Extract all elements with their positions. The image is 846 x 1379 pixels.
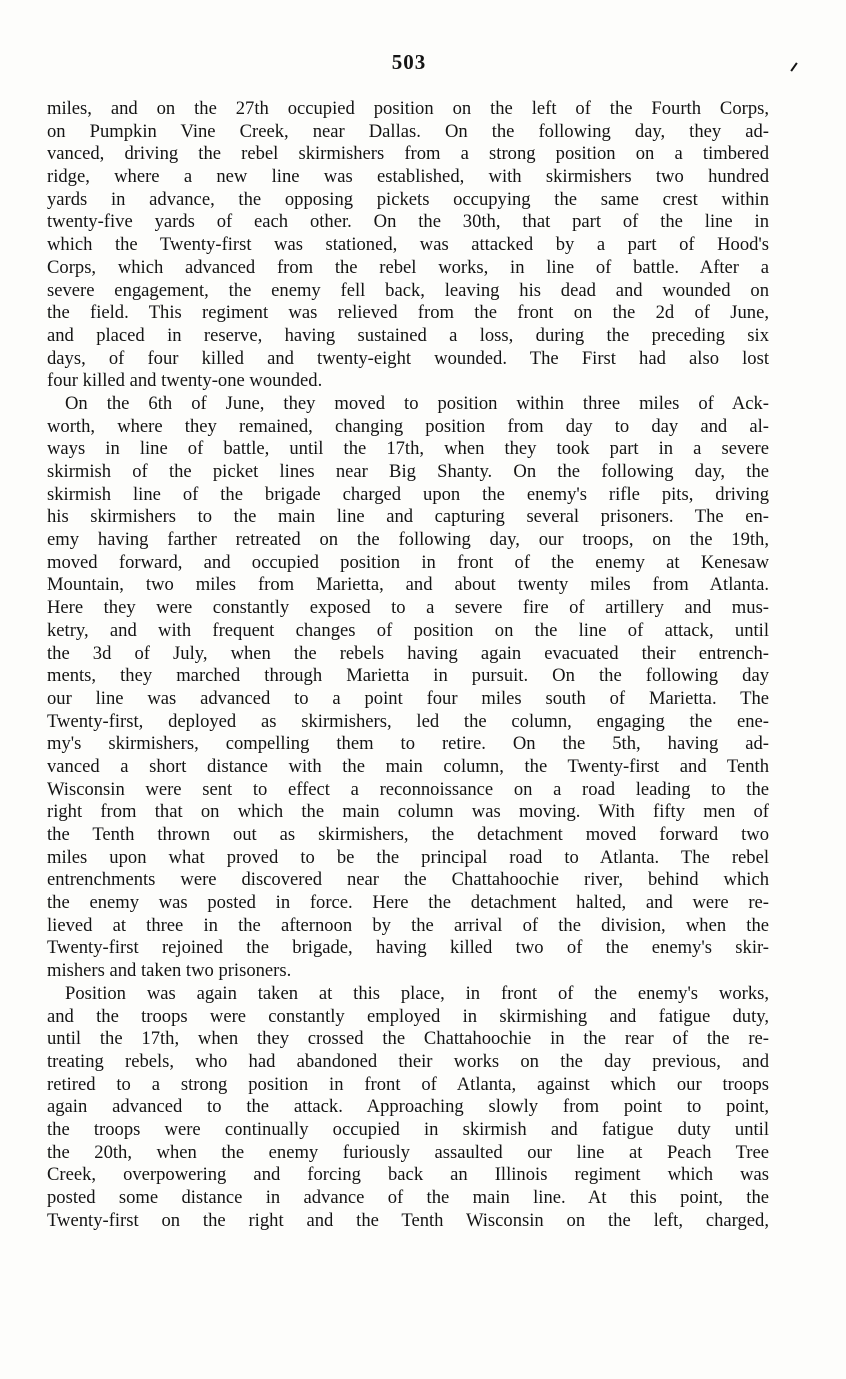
text-line: lieved at three in the afternoon by the arrival of the division, when the bbox=[47, 914, 769, 936]
text-line: yards in advance, the opposing pickets occupying the same crest within bbox=[47, 188, 769, 210]
text-line: Twenty-first, deployed as skirmishers, led the column, engaging the ene- bbox=[47, 710, 769, 732]
text-line: miles, and on the 27th occupied position on the left of the Fourth Corps, bbox=[47, 98, 769, 119]
text-line: ments, they marched through Marietta in pursuit. On the following day bbox=[47, 665, 769, 687]
text-line: four killed and twenty-one wounded. bbox=[47, 370, 323, 392]
text-line: Wisconsin were sent to effect a reconnoissance on a road leading to the bbox=[47, 778, 769, 800]
text-line: Mountain, two miles from Marietta, and about twenty miles from Atlanta. bbox=[47, 574, 769, 596]
text-line: Twenty-first on the right and the Tenth Wisconsin on the left, charged, bbox=[47, 1209, 769, 1231]
text-line: again advanced to the attack. Approaching slowly from point to point, bbox=[47, 1096, 769, 1118]
text-line: entrenchments were discovered near the Chattahoochie river, behind which bbox=[47, 869, 769, 891]
text-line: worth, where they remained, changing position from day to day and al- bbox=[47, 415, 769, 437]
text-line: and the troops were constantly employed in skirmishing and fatigue duty, bbox=[47, 1005, 769, 1027]
text-line: posted some distance in advance of the main line. At this point, the bbox=[47, 1187, 769, 1208]
text-line: skirmish line of the brigade charged upon the enemy's rifle pits, driving bbox=[47, 483, 769, 505]
text-line: skirmish of the picket lines near Big Shanty. On the following day, the bbox=[47, 461, 769, 482]
text-line: Corps, which advanced from the rebel works, in line of battle. After a bbox=[47, 256, 769, 278]
text-line: severe engagement, the enemy fell back, leaving his dead and wounded on bbox=[47, 279, 769, 301]
text-line: vanced a short distance with the main column, the Twenty-first and Tenth bbox=[47, 755, 769, 777]
text-line: and placed in reserve, having sustained a loss, during the preceding six bbox=[47, 324, 769, 346]
text-line: Twenty-first rejoined the brigade, having killed two of the enemy's skir- bbox=[47, 937, 769, 959]
text-line: the 20th, when the enemy furiously assaulted our line at Peach Tree bbox=[47, 1141, 769, 1163]
text-line: Creek, overpowering and forcing back an Illinois regiment which was bbox=[47, 1164, 769, 1186]
text-line: mishers and taken two prisoners. bbox=[47, 960, 292, 982]
text-line: retired to a strong position in front of Atlanta, against which our troops bbox=[47, 1073, 769, 1095]
text-line: twenty-five yards of each other. On the 30th, that part of the line in bbox=[47, 211, 769, 233]
text-line: ketry, and with frequent changes of position on the line of attack, until bbox=[47, 619, 769, 641]
text-line: his skirmishers to the main line and capturing several prisoners. The en- bbox=[47, 506, 769, 528]
text-line: the Tenth thrown out as skirmishers, the detachment moved forward two bbox=[47, 824, 769, 845]
text-line: On the 6th of June, they moved to position within three miles of Ack- bbox=[65, 392, 769, 414]
text-line: the field. This regiment was relieved from the front on the 2d of June, bbox=[47, 302, 769, 324]
text-line: moved forward, and occupied position in front of the enemy at Kenesaw bbox=[47, 551, 769, 573]
text-line: right from that on which the main column was moving. With fifty men of bbox=[47, 801, 769, 823]
text-line: until the 17th, when they crossed the Chattahoochie in the rear of the re- bbox=[47, 1028, 769, 1050]
text-line: on Pumpkin Vine Creek, near Dallas. On the following day, they ad- bbox=[47, 120, 769, 142]
text-line: the enemy was posted in force. Here the detachment halted, and were re- bbox=[47, 892, 769, 914]
text-line: our line was advanced to a point four miles south of Marietta. The bbox=[47, 687, 769, 709]
text-line: ways in line of battle, until the 17th, when they took part in a severe bbox=[47, 438, 769, 460]
text-line: days, of four killed and twenty-eight wounded. The First had also lost bbox=[47, 347, 769, 369]
text-line: Position was again taken at this place, in front of the enemy's works, bbox=[65, 982, 769, 1004]
text-line: miles upon what proved to be the principal road to Atlanta. The rebel bbox=[47, 846, 769, 868]
paragraph bbox=[47, 983, 769, 1233]
paragraph bbox=[47, 98, 769, 393]
body-text bbox=[47, 98, 769, 1232]
text-line: vanced, driving the rebel skirmishers from a strong position on a timbered bbox=[47, 143, 769, 165]
text-line: emy having farther retreated on the following day, our troops, on the 19th, bbox=[47, 529, 769, 551]
text-line: my's skirmishers, compelling them to retire. On the 5th, having ad- bbox=[47, 733, 769, 755]
text-line: treating rebels, who had abandoned their works on the day previous, and bbox=[47, 1050, 769, 1072]
text-line: which the Twenty-first was stationed, was attacked by a part of Hood's bbox=[47, 234, 769, 256]
text-line: Here they were constantly exposed to a severe fire of artillery and mus- bbox=[47, 597, 769, 619]
text-line: the troops were continually occupied in skirmish and fatigue duty until bbox=[47, 1118, 769, 1140]
text-line: ridge, where a new line was established, with skirmishers two hundred bbox=[47, 166, 769, 188]
text-line: the 3d of July, when the rebels having again evacuated their entrench- bbox=[47, 642, 769, 664]
page-number: 503 bbox=[391, 50, 427, 74]
paragraph bbox=[47, 393, 769, 983]
